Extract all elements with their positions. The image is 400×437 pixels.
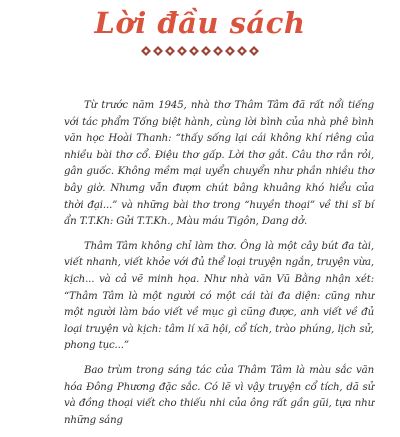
preface-text bbox=[64, 98, 374, 437]
paragraph: Bao trùm trong sáng tác của Thâm Tâm là màu sắc văn hóa Đông Phương đặc sắc. Có lẽ vì vậy truyện cổ tích, dã sử và đồng thoại viết cho thiếu nhi của ông rất gần gũi, tựa như những sáng bbox=[64, 364, 374, 426]
paragraph: Từ trước năm 1945, nhà thơ Thâm Tâm đã rất nổi tiếng với tác phẩm Tống biệt hành, cùng lời bình của nhà phê bình văn học Hoài Thanh: “thấy sống lại cái không khí riêng của nhiều bài thơ cổ. Điệu thơ gấp. Lời thơ gắt. Câu thơ rắn rỏi, gân guốc. Không mềm mại uyển chuyển như phần nhiều thơ bây giờ. Nhưng vẫn đượm chút bâng khuâng khó hiểu của thời đại...” và những bài thơ trong “huyền thoại” về thi sĩ bí ẩn T.T.Kh: Gửi T.T.Kh., Màu máu Tigôn, Dang dở. bbox=[64, 100, 374, 228]
paragraph: Thâm Tâm không chỉ làm thơ. Ông là một cây bút đa tài, viết nhanh, viết khỏe với đủ thể loại truyện ngắn, truyện vừa, kịch... và cả vẽ minh họa. Như nhà văn Vũ Bằng nhận xét: “Thâm Tâm là một người có một cái tài đa diện: cũng như một người làm báo viết về mục gì cũng được, anh viết về đủ loại truyện và kịch: tâm lí xã hội, cổ tích, trào phúng, lịch sử, phong tục...” bbox=[64, 240, 374, 352]
decorative-border-ornament bbox=[140, 45, 260, 57]
page-title: Lời đầu sách bbox=[94, 6, 306, 40]
